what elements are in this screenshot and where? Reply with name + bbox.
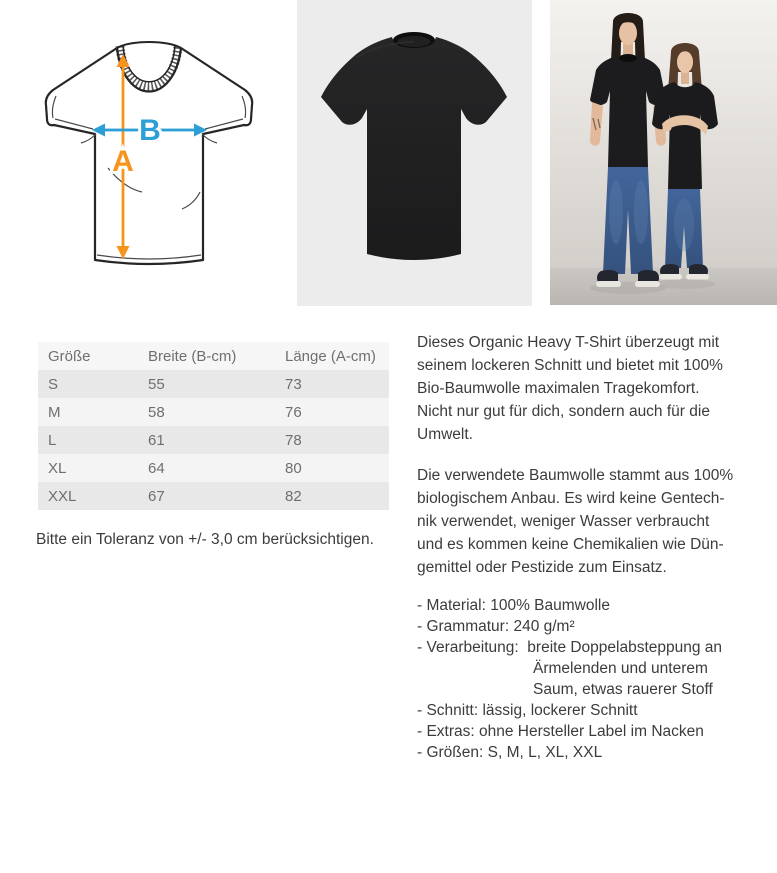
cell-size: XXL [48,487,77,505]
black-tshirt-front-image [297,0,532,306]
floor-shadow-woman [655,279,715,289]
spec-line-extras: - Extras: ohne Hersteller Label im Nacken [417,723,704,740]
man-face [619,21,637,45]
man-jeans-wash-right [634,180,648,244]
description-line: Umwelt. [417,426,473,443]
table-row-m [38,398,389,426]
description-line: nik verwendet, weniger Wasser verbraucht [417,513,710,530]
cell-size: S [48,375,59,393]
cell-size: M [48,403,61,421]
cell-size: XL [48,459,67,477]
header-breite: Breite (B-cm) [148,347,237,365]
table-row-xl [38,454,389,482]
table-row-xxl [38,482,389,510]
description-line: seinem lockeren Schnitt und bietet mit 100% [417,357,723,374]
woman-jeans-wash [674,199,694,251]
description-line: Bio-Baumwolle maximalen Tragekomfort. [417,380,700,397]
spec-line-material: - Material: 100% Baumwolle [417,597,610,614]
description-line: Dieses Organic Heavy T-Shirt überzeugt mit [417,334,720,351]
spec-line-schnitt: - Schnitt: lässig, lockerer Schnitt [417,702,638,719]
woman-face [677,51,693,73]
woman-sole-left [659,274,682,280]
size-diagram-image [22,30,284,286]
cell-size: L [48,431,57,449]
cell-breite: 61 [148,431,165,449]
tshirt-outline [46,48,252,264]
woman-sole-right [686,274,709,280]
models-photo [550,0,777,305]
size-table-header-row [38,342,389,370]
table-row-l [38,426,389,454]
spec-line-verarbeitung: - Verarbeitung: breite Doppelabsteppung an [417,639,723,656]
header-laenge: Länge (A-cm) [285,347,376,365]
cell-breite: 67 [148,487,165,505]
tshirt-measurement-diagram [22,30,284,286]
man-sole-right [635,281,660,287]
product-photo [297,0,532,306]
description-line: biologischem Anbau. Es wird keine Gentech- [417,490,725,507]
cell-laenge: 82 [285,487,302,505]
label-a: A [112,145,134,178]
tolerance-note: Bitte ein Toleranz von +/- 3,0 cm berücksichtigen. [36,531,374,548]
cell-laenge: 78 [285,431,302,449]
description-line: und es kommen keine Chemikalien wie Dün- [417,536,724,553]
man-jeans-wash-left [609,180,623,244]
spec-list [417,595,767,763]
cell-breite: 64 [148,459,165,477]
spec-line-groessen: - Größen: S, M, L, XL, XXL [417,744,603,761]
description-paragraph-2 [417,464,767,579]
size-table [38,342,389,510]
man-sole-left [596,281,621,287]
man-collar [619,54,637,62]
cell-laenge: 80 [285,459,302,477]
description-line: Die verwendete Baumwolle stammt aus 100% [417,467,734,484]
header-groesse: Größe [48,347,91,365]
cell-breite: 55 [148,375,165,393]
description-paragraph-1 [417,331,767,446]
table-row-s [38,370,389,398]
man-shoe-right [638,270,659,282]
tshirt-shape [321,37,507,260]
label-b: B [139,114,161,147]
spec-line-verarbeitung-cont: Ärmelenden und unterem [533,660,708,677]
models-wearing-tshirts-image [550,0,777,305]
cell-breite: 58 [148,403,165,421]
cell-laenge: 73 [285,375,302,393]
description-line: Nicht nur gut für dich, sondern auch für die [417,403,710,420]
cell-laenge: 76 [285,403,302,421]
man-shoe-left [597,270,618,282]
product-description [417,331,767,763]
woman-hand [663,125,672,132]
description-line: gemittel oder Pestizide zum Einsatz. [417,559,667,576]
spec-line-grammatur: - Grammatur: 240 g/m² [417,618,575,635]
spec-line-verarbeitung-cont: Saum, etwas rauerer Stoff [533,681,713,698]
collar-back-edge [117,42,181,48]
